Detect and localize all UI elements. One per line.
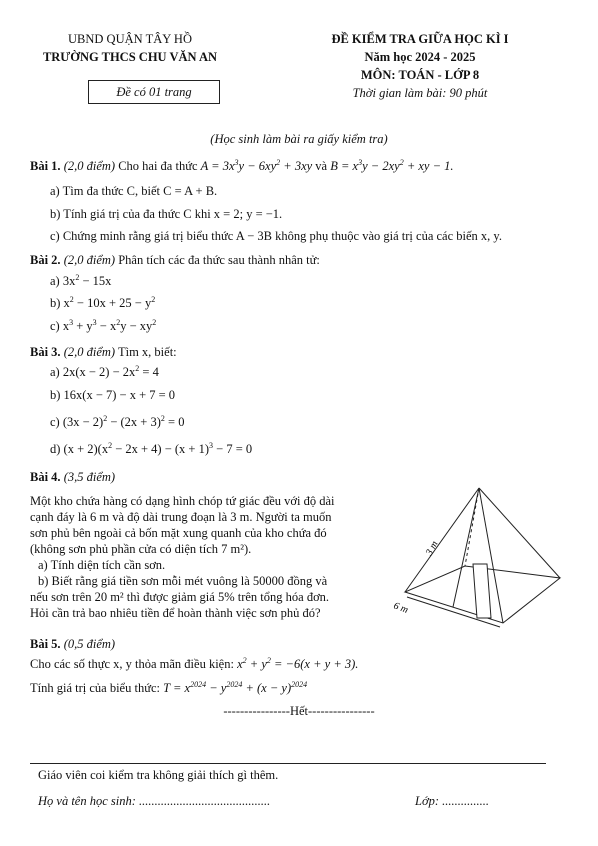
end-mark: ----------------Hết---------------- [223, 704, 375, 718]
class-field: Lớp: ............... [415, 794, 490, 808]
bai3-d: d) $(x + 2)(x^2 - 2x + 4) - (x + 1)^3 - 7 = 0$ [50, 441, 253, 456]
poly-a: $A = 3x^3y - 6xy^2 + 3xy$ [200, 158, 313, 173]
district-name: UBND QUẬN TÂY HỒ [68, 32, 192, 46]
bai1-heading: Bài 1. (2,0 điểm) Cho hai đa thức $A = 3x^3y - 6xy^2 + 3xy$ và $B = x^3y - 2xy^2$ + xy − 1. [30, 158, 454, 173]
bai2-a: a) $3x^2 - 15x$ [50, 273, 112, 288]
label-3m: 3 m [423, 539, 441, 558]
bai4-p1: Một kho chứa hàng có dạng hình chóp tứ giác đều với độ dài [30, 494, 335, 508]
bai1-a: a) Tìm đa thức C, biết C = A + B. [50, 184, 218, 198]
student-name-field: Họ và tên học sinh: .......................................... [38, 794, 271, 808]
duration: Thời gian làm bài: 90 phút [352, 86, 488, 100]
bai4-p3: sơn phủ bên ngoài cả bốn mặt xung quanh của kho chứa đó [30, 526, 327, 540]
bai2-b: b) $x^2 - 10x + 25 - y^2$ [50, 295, 156, 310]
bai4-b2: nếu sơn trên 20 m² thì được giảm giá 5% trên tổng hóa đơn. [30, 590, 330, 604]
bai4-p2: cạnh đáy là 6 m và độ dài trung đoạn là 3 m. Người ta muốn [30, 510, 332, 524]
door [473, 564, 491, 618]
bai3-b: b) 16x(x − 7) − x + 7 = 0 [50, 388, 176, 402]
subject: MÔN: TOÁN - LỚP 8 [360, 68, 480, 82]
bai1-b: b) Tính giá trị của đa thức C khi x = 2; y = −1. [50, 207, 283, 221]
bai3-c: c) $(3x - 2)^2 - (2x + 3)^2 = 0$ [50, 414, 185, 429]
bai5-p2: Tính giá trị của biểu thức: $T = x^{2024} - y^{2024} + (x - y)^{2024}$ [30, 680, 308, 695]
bai4-a: a) Tính diện tích cần sơn. [38, 558, 166, 572]
exam-title: ĐỀ KIỂM TRA GIỮA HỌC KÌ I [331, 32, 509, 46]
bai2-heading: Bài 2. (2,0 điểm) Phân tích các đa thức sau thành nhân tử: [30, 253, 320, 267]
page-note-box: Đề có 01 trang [88, 80, 220, 104]
bai5-p1: Cho các số thực x, y thỏa mãn điều kiện: $x^2 + y^2 = -6(x + y + 3)$. [30, 656, 359, 671]
bai4-b3: Hỏi cần trả bao nhiêu tiền để hoàn thành việc sơn phủ đó? [30, 606, 321, 620]
bai5-heading: Bài 5. (0,5 điểm) [30, 637, 116, 651]
footer-divider [30, 763, 546, 764]
school-year: Năm học 2024 - 2025 [364, 50, 476, 64]
bai2-c: c) $x^3 + y^3 - x^2y - xy^2$ [50, 318, 157, 333]
pyramid-figure [391, 480, 567, 630]
poly-b: $B = x^3y - 2xy^2$ + xy − 1. [330, 158, 454, 173]
school-name: TRƯỜNG THCS CHU VĂN AN [42, 50, 218, 64]
exam-header [290, 30, 550, 102]
bai4-b1: b) Biết rằng giá tiền sơn mỗi mét vuông là 50000 đồng và [38, 574, 328, 588]
bai3-heading: Bài 3. (2,0 điểm) Tìm x, biết: [30, 345, 177, 359]
bai1-c: c) Chứng minh rằng giá trị biểu thức A − 3B không phụ thuộc vào giá trị của các biến x, y. [50, 229, 502, 243]
label-6m: 6 m [391, 600, 410, 616]
school-header [30, 30, 230, 66]
bai4-heading: Bài 4. (3,5 điểm) [30, 470, 116, 484]
bai4-p4: (không sơn phủ phần cửa có diện tích 7 m²). [30, 542, 252, 556]
footer-note: Giáo viên coi kiểm tra không giải thích gì thêm. [38, 768, 279, 782]
instruction: (Học sinh làm bài ra giấy kiểm tra) [210, 132, 388, 146]
bai3-a: a) $2x(x - 2) - 2x^2 = 4$ [50, 364, 159, 379]
